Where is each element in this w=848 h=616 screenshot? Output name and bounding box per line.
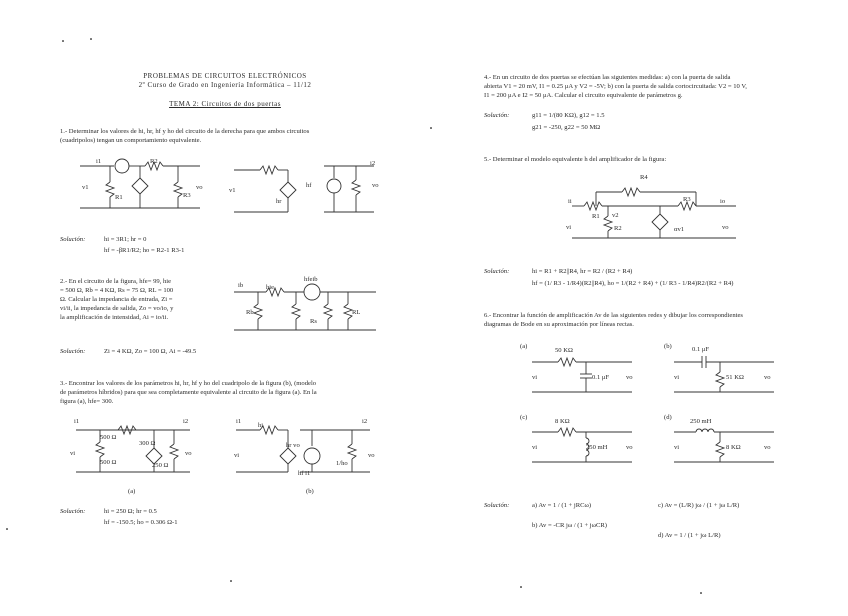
p1-lbl-v1b: v1: [229, 187, 236, 194]
p2-line2: = 500 Ω, Rb = 4 KΩ, Rs = 75 Ω, RL = 100: [60, 287, 174, 294]
p1-solution-1: hi = 3R1; hr = 0: [104, 236, 147, 243]
p6b-lbl-vi: vi: [674, 374, 680, 381]
p3-line2: de parámetros híbridos) para que sea completamente equivalente al circuito de la figura (a). En la: [60, 389, 317, 396]
p5-solution-2: hf = (1/ R3 - 1/R4)(R2||R4), ho = 1/(R2 + R4) + (1/ R3 - 1/R4)R2/(R2 + R4): [532, 280, 734, 287]
scan-speck: [90, 38, 92, 40]
p5-lbl-vi: vi: [566, 224, 572, 231]
p3b-lbl-ho: 1/ho: [336, 460, 348, 467]
p6c-circuit: [528, 424, 638, 470]
p1-lbl-R3: R3: [183, 192, 191, 199]
p2-lbl-hie: hie: [266, 284, 275, 291]
p6a-lbl-vo: vo: [626, 374, 633, 381]
p3a-lbl-i2: i2: [183, 418, 189, 425]
doc-course: 2º Curso de Grado en Ingeniería Informática – 11/12: [138, 81, 312, 89]
p2-line3: Ω. Calcular la impedancia de entrada, Zi =: [60, 296, 173, 303]
p5-lbl-ii: ii: [568, 198, 572, 205]
p2-lbl-RL: RL: [352, 309, 361, 316]
p3-line1: 3.- Encontrar los valores de los parámetros hi, hr, hf y ho del cuadripolo de la figura (b), (modelo: [60, 380, 317, 387]
p6d-lbl-l: 250 mH: [690, 418, 712, 425]
p1-lbl-vo-b: vo: [372, 182, 379, 189]
p1-lbl-i2: i2: [370, 160, 376, 167]
p6c-lbl-l: 250 mH: [586, 444, 608, 451]
p3-line3: figura (a), hfe= 300.: [60, 398, 114, 405]
p3b-lbl-vo: vo: [368, 452, 375, 459]
p4-line1: 4.- En un circuito de dos puertas se efectúan las siguientes medidas: a) con la puerta de salida: [484, 74, 731, 81]
p3a-caption: (a): [128, 488, 136, 495]
p6-solution-c: c) Av = (L/R) jω / (1 + jω L/R): [658, 502, 740, 509]
p1-lbl-vo: vo: [196, 184, 203, 191]
p5-lbl-R2: R2: [614, 225, 622, 232]
p3-solution-1: hi = 250 Ω; hr = 0.5: [104, 508, 157, 515]
p6-solution-label: Solución:: [484, 502, 510, 509]
p1-circuit-right: [224, 158, 384, 218]
p6b-lbl-vo: vo: [764, 374, 771, 381]
p6-solution-b: b) Av = -CR jω / (1 + jωCR): [532, 522, 607, 529]
p6a-lbl-vi: vi: [532, 374, 538, 381]
doc-title: PROBLEMAS DE CIRCUITOS ELECTRÓNICOS: [143, 72, 307, 80]
p6c-lbl-r: 8 KΩ: [555, 418, 570, 425]
scan-speck: [62, 40, 64, 42]
p6d-caption: (d): [664, 414, 672, 421]
p6d-lbl-vo: vo: [764, 444, 771, 451]
p5-line1: 5.- Determinar el modelo equivalente h del amplificador de la figura:: [484, 156, 667, 163]
p5-lbl-R1: R1: [592, 213, 600, 220]
p2-lbl-Rb: Rb: [246, 309, 254, 316]
p4-solution-2: g21 = -250, g22 = 50 MΩ: [532, 124, 601, 131]
p6d-lbl-r: 8 KΩ: [726, 444, 741, 451]
p5-circuit: [566, 178, 746, 246]
p2-solution-label: Solución:: [60, 348, 86, 355]
p1-lbl-R2: R2: [150, 158, 158, 165]
p4-solution-1: g11 = 1/(80 KΩ), g12 = 1.5: [532, 112, 605, 119]
p4-solution-label: Solución:: [484, 112, 510, 119]
p1-circuit-left: [70, 158, 210, 216]
p6b-caption: (b): [664, 343, 672, 350]
p6a-caption: (a): [520, 343, 528, 350]
p3a-lbl-i1: i1: [74, 418, 80, 425]
p5-lbl-vo: vo: [722, 224, 729, 231]
p3a-lbl-500b: 500 Ω: [100, 459, 117, 466]
scan-speck: [230, 580, 232, 582]
p6a-lbl-r: 50 KΩ: [555, 347, 573, 354]
p6d-lbl-vi: vi: [674, 444, 680, 451]
p3a-lbl-250: 250 Ω: [152, 462, 169, 469]
p3b-lbl-hi: hi: [258, 422, 264, 429]
p4-line2: abierta V1 = 20 mV, I1 = 0.25 μA y V2 = -5V; b) con la puerta de salida cortocircuitada: V2 = 10 V,: [484, 83, 747, 90]
p6c-lbl-vi: vi: [532, 444, 538, 451]
p1-solution-label: Solución:: [60, 236, 86, 243]
p1-lbl-v1: v1: [82, 184, 89, 191]
p2-line5: la amplificación de intensidad, Ai = io/ii.: [60, 314, 169, 321]
p6c-lbl-vo: vo: [626, 444, 633, 451]
p1-lbl-i1: i1: [96, 158, 102, 165]
doc-topic: TEMA 2: Circuitos de dos puertas: [169, 100, 281, 108]
p5-lbl-R3: R3: [683, 196, 691, 203]
p2-lbl-hfeib: hfeib: [304, 276, 318, 283]
p3a-lbl-vo: vo: [185, 450, 192, 457]
scan-speck: [6, 528, 8, 530]
p6-solution-d: d) Av = 1 / (1 + jω L/R): [658, 532, 721, 539]
scan-speck: [520, 586, 522, 588]
p3-solution-2: hf = -150.5; ho = 0.306 Ω-1: [104, 519, 178, 526]
p3a-circuit: [70, 420, 200, 482]
p6-line1: 6.- Encontrar la función de amplificación Av de las siguientes redes y dibujar los correspondientes: [484, 312, 743, 319]
p2-solution-1: Zi = 4 KΩ, Zo = 100 Ω, Ai = -49.5: [104, 348, 197, 355]
p6a-lbl-c: 0.1 μF: [592, 374, 610, 381]
p4-line3: I1 = 200 μA e I2 = 50 μA. Calcular el circuito equivalente de parámetros g.: [484, 92, 683, 99]
p6b-lbl-c: 0.1 μF: [692, 346, 710, 353]
p3b-lbl-hrvo: hr vo: [286, 442, 300, 449]
p5-lbl-R4: R4: [640, 174, 648, 181]
p3a-lbl-vi: vi: [70, 450, 76, 457]
p3a-lbl-300: 300 Ω: [139, 440, 156, 447]
p6-solution-a: a) Av = 1 / (1 + jRCω): [532, 502, 592, 509]
p3b-lbl-vi: vi: [234, 452, 240, 459]
p5-solution-1: hi = R1 + R2||R4, hr = R2 / (R2 + R4): [532, 268, 633, 275]
p6b-lbl-r: 51 KΩ: [726, 374, 744, 381]
p3b-lbl-i2: i2: [362, 418, 368, 425]
p6a-circuit: [528, 354, 638, 400]
p2-line4: vi/ii, la impedancia de salida, Zo = vo/io, y: [60, 305, 174, 312]
scan-speck: [700, 592, 702, 594]
p5-lbl-v2: v2: [612, 212, 619, 219]
p2-lbl-ib: ib: [238, 282, 244, 289]
p1-line2: (cuadripolos) tengan un comportamiento equivalente.: [60, 137, 202, 144]
p3a-lbl-500a: 500 Ω: [100, 434, 117, 441]
p1-line1: 1.- Determinar los valores de hi, hr, hf y ho del circuito de la derecha para que ambos circuitos: [60, 128, 310, 135]
p2-line1: 2.- En el circuito de la figura, hfe= 99, hie: [60, 278, 172, 285]
p6-line2: diagramas de Bode en su aproximación por líneas rectas.: [484, 321, 634, 328]
p3b-lbl-i1: i1: [236, 418, 242, 425]
p3b-caption: (b): [306, 488, 314, 495]
scan-speck: [430, 127, 432, 129]
p3-solution-label: Solución:: [60, 508, 86, 515]
p1-lbl-hf: hf: [306, 182, 312, 189]
p5-solution-label: Solución:: [484, 268, 510, 275]
p1-lbl-R1: R1: [115, 194, 123, 201]
p2-lbl-Rs: Rs: [310, 318, 317, 325]
p1-solution-2: hf = -βR1/R2; ho = R2-1 R3-1: [104, 247, 185, 254]
p3b-lbl-hfi1: hf i1: [298, 470, 311, 477]
p1-lbl-hr: hr: [276, 198, 282, 205]
p6c-caption: (c): [520, 414, 528, 421]
p5-lbl-io: io: [720, 198, 726, 205]
p5-lbl-av1: αv1: [674, 226, 685, 233]
